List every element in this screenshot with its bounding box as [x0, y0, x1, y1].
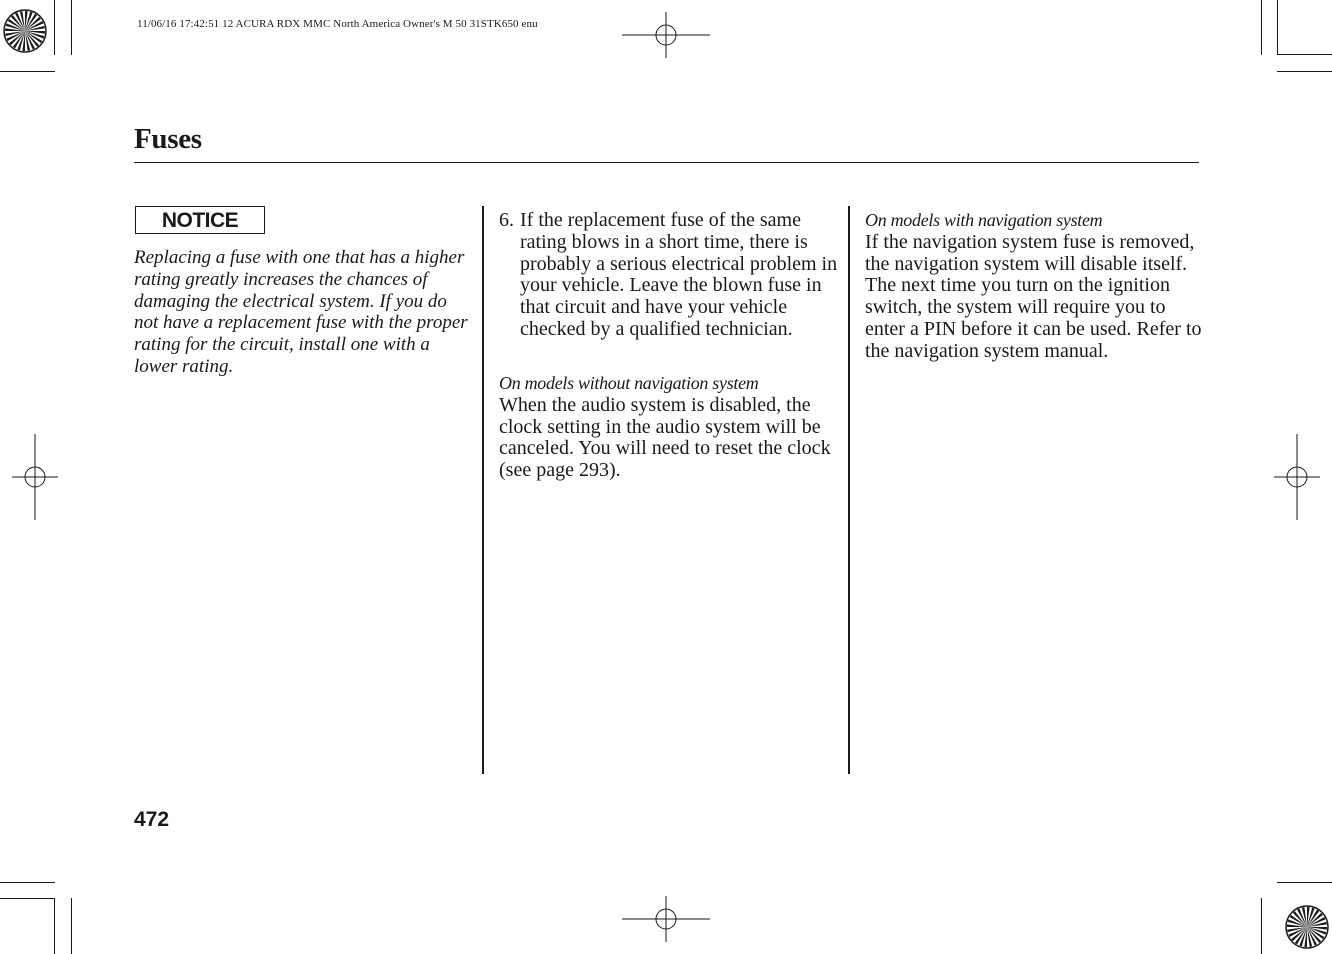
- section-without-nav: [499, 373, 839, 482]
- page-number: 472: [134, 808, 170, 831]
- column-divider: [482, 206, 484, 774]
- crop-mark: [1277, 71, 1332, 72]
- step-item: [499, 210, 839, 341]
- section-with-nav: [865, 210, 1205, 363]
- section-heading: On models without navigation system: [499, 373, 759, 393]
- registration-crosshair-icon: [622, 12, 710, 58]
- crop-mark: [1277, 0, 1278, 55]
- crop-mark: [1261, 0, 1262, 55]
- crop-mark: [54, 898, 55, 954]
- registration-starburst-icon: [1284, 904, 1330, 950]
- step-number: 6.: [499, 209, 514, 231]
- registration-crosshair-icon: [622, 896, 710, 942]
- page-title: Fuses: [134, 123, 202, 155]
- step-text: If the replacement fuse of the same rating blows in a short time, there is probably a serious electrical problem in your vehicle. Leave the blown fuse in that circuit and have your vehicle checked by a qualified technician.: [520, 209, 838, 340]
- section-text: If the navigation system fuse is removed, the navigation system will disable itself. The next time you turn on the ignition switch, the system will require you to enter a PIN before it can be used. Refer to the navigation system manual.: [865, 230, 1202, 362]
- crop-mark: [0, 71, 55, 72]
- section-heading: On models with navigation system: [865, 210, 1103, 230]
- crop-mark: [71, 0, 72, 55]
- notice-label: NOTICE: [161, 208, 239, 232]
- section-text: When the audio system is disabled, the clock setting in the audio system will be canceled. You will need to reset the clock (see page 293).: [499, 393, 831, 482]
- registration-crosshair-icon: [1274, 434, 1320, 520]
- crop-mark: [1261, 898, 1262, 954]
- crop-mark: [54, 0, 55, 55]
- crop-mark: [71, 898, 72, 954]
- registration-crosshair-icon: [12, 434, 58, 520]
- crop-mark: [0, 898, 55, 899]
- crop-mark: [1277, 54, 1332, 55]
- registration-starburst-icon: [2, 8, 48, 54]
- title-rule: [134, 162, 1199, 163]
- column-divider: [848, 206, 850, 774]
- crop-mark: [0, 882, 55, 883]
- print-info: 11/06/16 17:42:51 12 ACURA RDX MMC North America Owner's M 50 31STK650 enu: [137, 18, 538, 30]
- notice-text: Replacing a fuse with one that has a higher rating greatly increases the chances of damaging the electrical system. If you do not have a replacement fuse with the proper rating for the circuit, install one with a lower rating.: [134, 247, 468, 377]
- notice-badge: [135, 206, 265, 234]
- crop-mark: [1277, 882, 1332, 883]
